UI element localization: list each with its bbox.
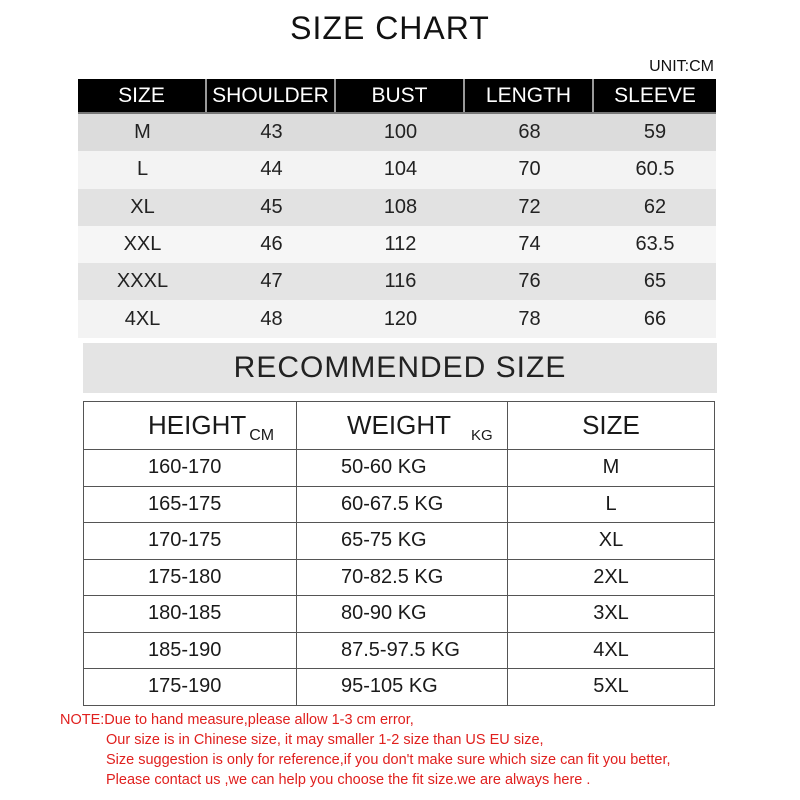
cell-shoulder: 48 (260, 307, 283, 330)
table-row (84, 633, 714, 670)
cell-bust: 104 (383, 158, 418, 181)
table-row (84, 523, 714, 560)
table-row (78, 263, 716, 300)
note-block (60, 710, 800, 790)
table-row (78, 151, 716, 188)
cell-length: 68 (518, 121, 541, 144)
cell-weight: 65-75 KG (297, 523, 508, 559)
header-size: SIZE (78, 79, 207, 112)
cell-size: M (134, 121, 151, 144)
cell-size: XXL (123, 233, 162, 256)
cell-bust: 100 (383, 121, 418, 144)
note-line: NOTE:Due to hand measure,please allow 1-3 cm error, (60, 712, 414, 728)
cell-size: XL (130, 195, 155, 218)
table-row (84, 450, 714, 487)
cell-height: 185-190 (84, 633, 297, 669)
cell-sleeve: 60.5 (635, 158, 675, 181)
header-rec-size: SIZE (582, 410, 640, 440)
cell-weight: 50-60 KG (297, 450, 508, 486)
cell-size: XL (598, 529, 624, 552)
cell-length: 74 (518, 233, 541, 256)
size-chart-header-row (78, 79, 716, 114)
cell-length: 70 (518, 158, 541, 181)
table-row (84, 560, 714, 597)
cell-size: 3XL (593, 602, 629, 625)
cell-shoulder: 43 (260, 121, 283, 144)
cell-size: 5XL (593, 675, 629, 698)
note-line: Our size is in Chinese size, it may smaller 1-2 size than US EU size, (106, 732, 544, 748)
cell-sleeve: 65 (643, 270, 667, 293)
cell-size: XXXL (116, 270, 169, 293)
table-row (78, 226, 716, 263)
cell-size: L (136, 158, 149, 181)
table-row (78, 189, 716, 226)
cell-sleeve: 62 (643, 195, 667, 218)
cell-length: 78 (518, 307, 541, 330)
cell-size: 4XL (124, 307, 161, 330)
recommended-header-row (84, 402, 714, 450)
unit-label: UNIT:CM (649, 58, 714, 75)
recommended-size-table (83, 401, 715, 706)
cell-size: 2XL (593, 565, 629, 588)
header-sleeve: SLEEVE (614, 83, 696, 107)
header-weight-unit: KG (471, 427, 493, 444)
header-height-unit: CM (249, 426, 275, 444)
cell-weight: 80-90 KG (297, 596, 508, 632)
cell-shoulder: 47 (260, 270, 283, 293)
size-chart-title: SIZE CHART (290, 10, 490, 46)
cell-weight: 87.5-97.5 KG (297, 633, 508, 669)
header-length: LENGTH (465, 79, 594, 112)
cell-weight: 60-67.5 KG (297, 487, 508, 523)
cell-bust: 120 (383, 307, 418, 330)
cell-size: M (602, 456, 620, 479)
cell-sleeve: 63.5 (635, 233, 675, 256)
cell-height: 175-190 (84, 669, 297, 705)
size-chart-body (78, 114, 716, 338)
cell-weight: 70-82.5 KG (297, 560, 508, 596)
table-row (78, 300, 716, 337)
cell-sleeve: 66 (643, 307, 667, 330)
cell-bust: 116 (384, 270, 417, 293)
header-bust: BUST (336, 79, 465, 112)
header-height-label: HEIGHT (148, 410, 247, 440)
cell-height: 180-185 (84, 596, 297, 632)
table-row (84, 596, 714, 633)
recommended-body (84, 450, 714, 705)
cell-bust: 112 (384, 233, 417, 256)
header-height (84, 402, 297, 449)
header-weight (297, 402, 508, 449)
cell-length: 76 (518, 270, 541, 293)
cell-shoulder: 46 (260, 233, 283, 256)
table-row (78, 114, 716, 151)
table-row (84, 487, 714, 524)
cell-weight: 95-105 KG (297, 669, 508, 705)
cell-length: 72 (518, 195, 541, 218)
note-line: Size suggestion is only for reference,if you don't make sure which size can fit you better, (106, 752, 671, 768)
table-row (84, 669, 714, 705)
cell-bust: 108 (383, 195, 418, 218)
recommended-size-title: RECOMMENDED SIZE (83, 343, 717, 393)
header-shoulder: SHOULDER (207, 79, 336, 112)
header-weight-label: WEIGHT (347, 410, 451, 440)
cell-shoulder: 45 (260, 195, 283, 218)
cell-sleeve: 59 (643, 121, 667, 144)
cell-height: 160-170 (84, 450, 297, 486)
cell-height: 170-175 (84, 523, 297, 559)
cell-height: 165-175 (84, 487, 297, 523)
cell-size: 4XL (593, 638, 629, 661)
cell-shoulder: 44 (260, 158, 283, 181)
cell-height: 175-180 (84, 560, 297, 596)
size-chart-table (78, 79, 716, 338)
note-line: Please contact us ,we can help you choose the fit size.we are always here . (106, 772, 591, 788)
cell-size: L (605, 492, 617, 515)
